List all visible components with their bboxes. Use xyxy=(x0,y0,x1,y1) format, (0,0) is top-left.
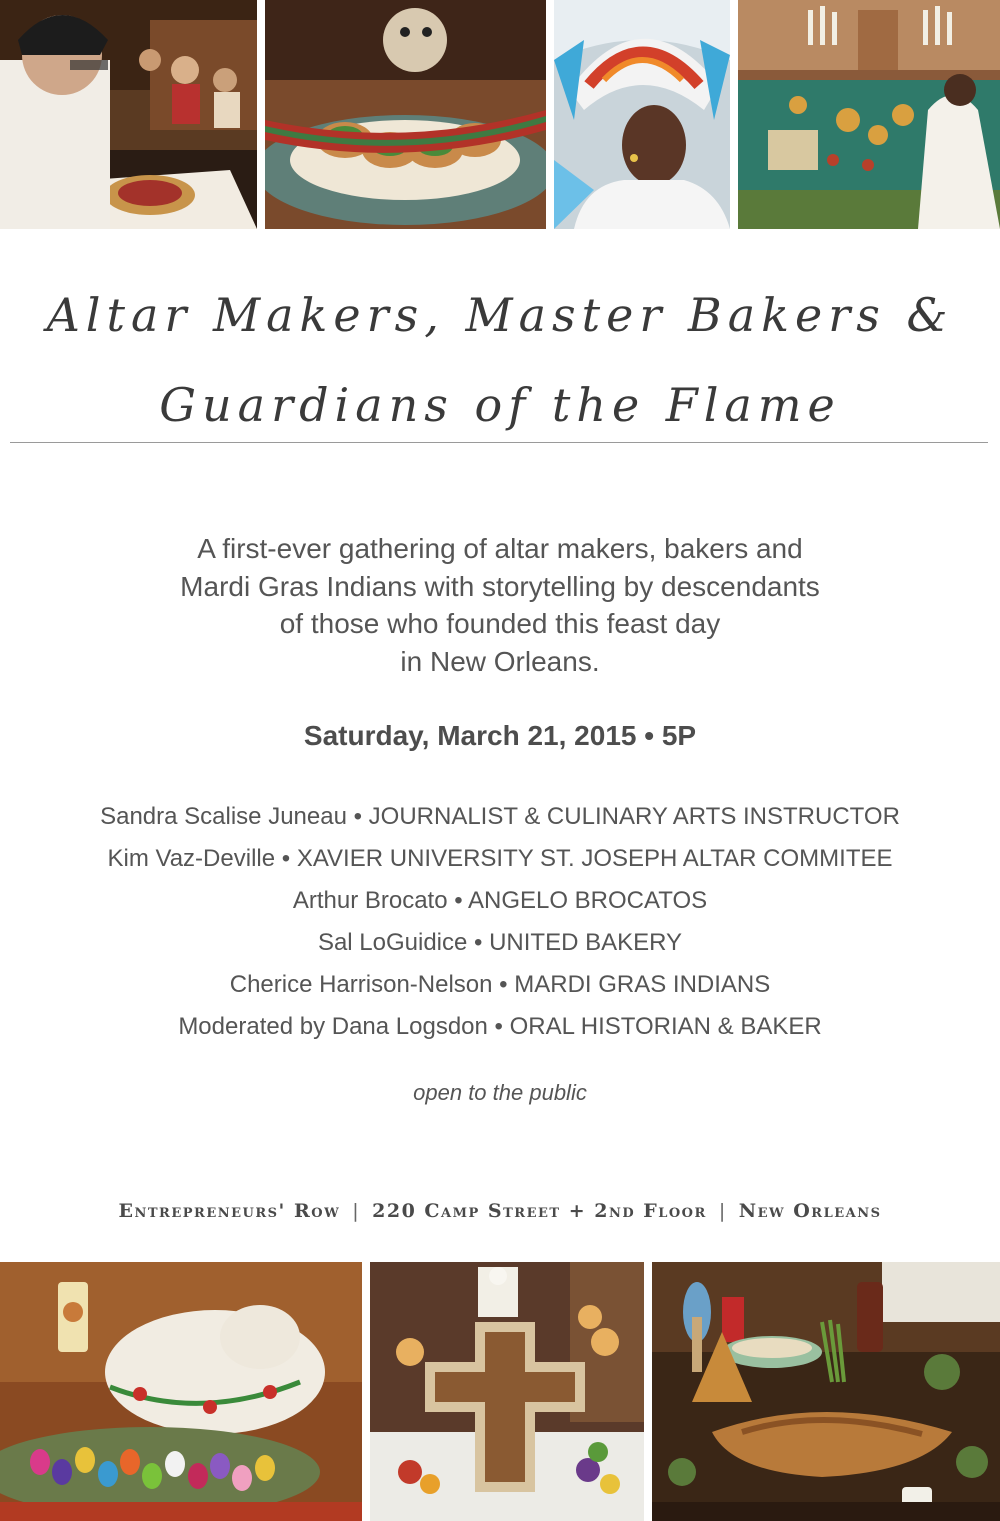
speaker-item: Sandra Scalise Juneau • JOURNALIST & CULINARY ARTS INSTRUCTOR xyxy=(100,803,900,830)
event-description xyxy=(60,530,940,680)
title-line-2: Guardians of the Flame xyxy=(159,378,841,432)
description-line: Mardi Gras Indians with storytelling by descendants xyxy=(180,570,820,602)
description-line: of those who founded this feast day xyxy=(279,608,721,639)
event-date: Saturday, March 21, 2015 • 5P xyxy=(303,720,697,751)
address-separator: | xyxy=(352,1200,361,1222)
speaker-item: Moderated by Dana Logsdon • ORAL HISTORIAN & BAKER xyxy=(178,1013,822,1040)
speaker-item: Kim Vaz-Deville • XAVIER UNIVERSITY ST. JOSEPH ALTAR COMMITEE xyxy=(107,845,893,872)
photo-bread-cross-altar xyxy=(370,1262,644,1521)
street-address: 220 Camp Street + 2nd Floor xyxy=(372,1200,707,1222)
photo-fig-cookies-on-plate xyxy=(265,0,546,229)
photo-baker-shaping-bread xyxy=(0,0,257,229)
speaker-list xyxy=(0,800,1000,1052)
description-line: in New Orleans. xyxy=(400,645,600,677)
photo-altar-food-spread xyxy=(652,1262,1000,1521)
speaker-item: Sal LoGuidice • UNITED BAKERY xyxy=(317,929,683,956)
photo-st-joseph-altar-with-priest xyxy=(738,0,1000,229)
description-line: A first-ever gathering of altar makers, bakers and xyxy=(197,533,803,564)
speaker-item: Arthur Brocato • ANGELO BROCATOS xyxy=(292,887,708,914)
title-divider xyxy=(10,442,988,443)
city-name: New Orleans xyxy=(738,1200,882,1222)
photo-mardi-gras-indian-headdress xyxy=(554,0,730,229)
photo-lamb-cake-with-candy-eggs xyxy=(0,1262,362,1521)
address-separator: | xyxy=(718,1200,727,1222)
public-note: open to the public xyxy=(413,1080,587,1105)
venue-name: Entrepreneurs' Row xyxy=(118,1200,341,1222)
speaker-item: Cherice Harrison-Nelson • MARDI GRAS INDIANS xyxy=(229,971,771,998)
address-bar xyxy=(0,1200,1000,1222)
title-line-1: Altar Makers, Master Bakers & xyxy=(46,288,954,342)
